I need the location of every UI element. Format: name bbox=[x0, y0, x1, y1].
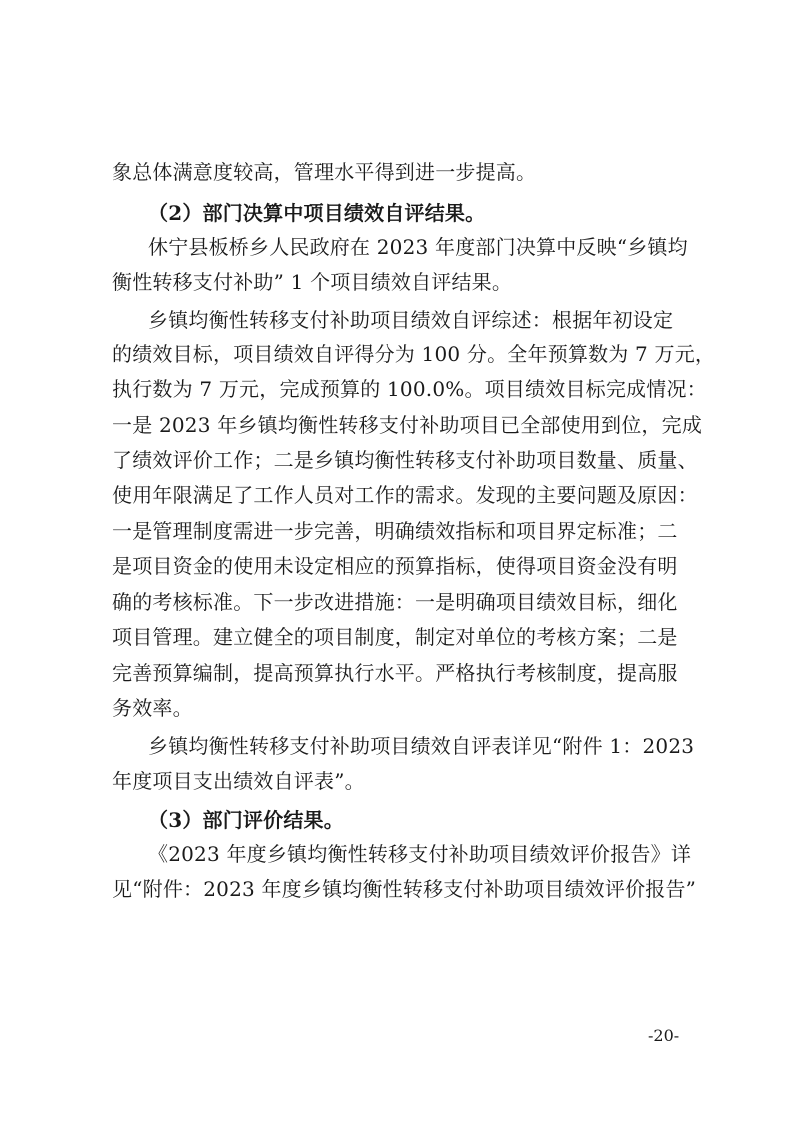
page-number: -20- bbox=[648, 1026, 680, 1045]
text-line: 《2023 年度乡镇均衡性转移支付补助项目绩效评价报告》详 bbox=[148, 842, 692, 866]
text-line: 了绩效评价工作；二是乡镇均衡性转移支付补助项目数量、质量、 bbox=[112, 448, 698, 472]
text-line: 的绩效目标，项目绩效自评得分为 100 分。全年预算数为 7 万元， bbox=[112, 342, 716, 366]
text-line: 完善预算编制，提高预算执行水平。严格执行考核制度，提高服 bbox=[112, 661, 678, 685]
section-heading: （2）部门决算中项目绩效自评结果。 bbox=[148, 201, 486, 225]
text-line: 执行数为 7 万元，完成预算的 100.0%。项目绩效目标完成情况： bbox=[112, 377, 707, 401]
text-line: 确的考核标准。下一步改进措施：一是明确项目绩效目标，细化 bbox=[112, 590, 678, 614]
text-line: 年度项目支出绩效自评表”。 bbox=[112, 769, 365, 793]
text-line: 一是管理制度需进一步完善，明确绩效指标和项目界定标准；二 bbox=[112, 519, 678, 543]
text-line: 乡镇均衡性转移支付补助项目绩效自评表详见“附件 1：2023 bbox=[148, 734, 695, 758]
text-line: 乡镇均衡性转移支付补助项目绩效自评综述：根据年初设定 bbox=[148, 308, 674, 332]
text-line: 象总体满意度较高，管理水平得到进一步提高。 bbox=[112, 160, 537, 184]
section-heading: （3）部门评价结果。 bbox=[148, 808, 344, 832]
text-line: 一是 2023 年乡镇均衡性转移支付补助项目已全部使用到位，完成 bbox=[112, 413, 703, 437]
text-line: 休宁县板桥乡人民政府在 2023 年度部门决算中反映“乡镇均 bbox=[148, 235, 688, 259]
text-line: 是项目资金的使用未设定相应的预算指标，使得项目资金没有明 bbox=[112, 554, 678, 578]
text-line: 项目管理。建立健全的项目制度，制定对单位的考核方案；二是 bbox=[112, 625, 678, 649]
text-line: 务效率。 bbox=[112, 696, 193, 720]
text-line: 见“附件：2023 年度乡镇均衡性转移支付补助项目绩效评价报告” bbox=[112, 877, 697, 901]
text-line: 使用年限满足了工作人员对工作的需求。发现的主要问题及原因： bbox=[112, 483, 698, 507]
text-line: 衡性转移支付补助” 1 个项目绩效自评结果。 bbox=[112, 270, 513, 294]
